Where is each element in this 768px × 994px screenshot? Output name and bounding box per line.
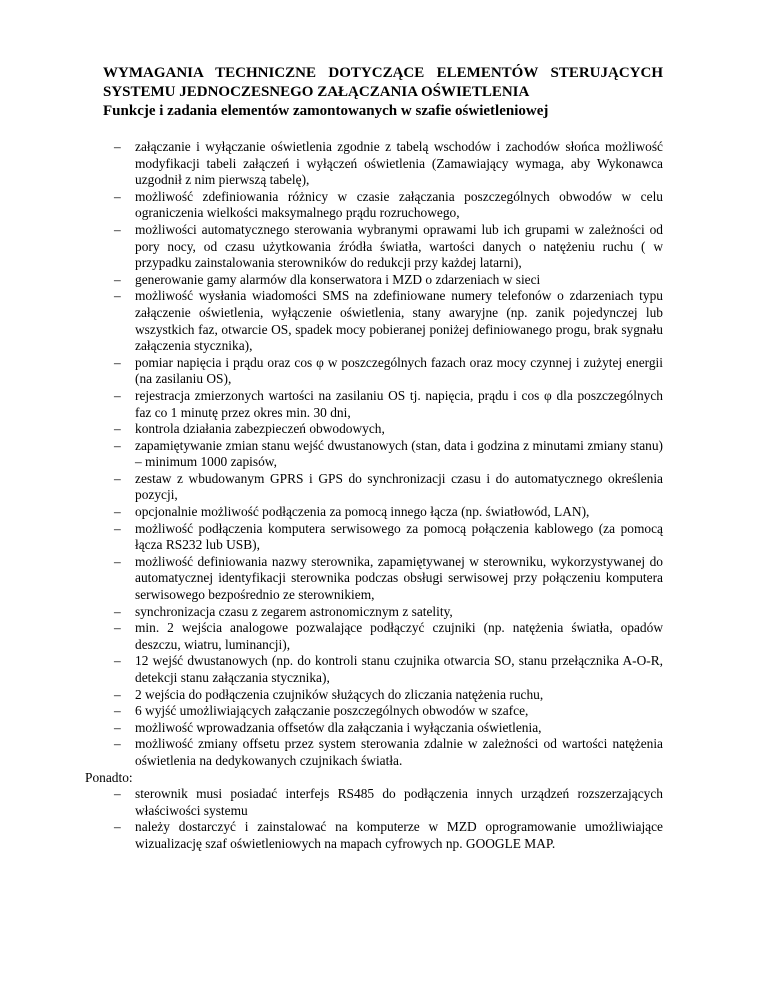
dash-bullet: – bbox=[114, 504, 121, 520]
dash-bullet: – bbox=[114, 288, 121, 304]
dash-bullet: – bbox=[114, 553, 121, 569]
list-item: – min. 2 wejścia analogowe pozwalające podłączyć czujniki (np. natężenia światła, opadów deszczu, wiatru, luminancji), bbox=[114, 620, 663, 652]
list-item: – zapamiętywanie zmian stanu wejść dwustanowych (stan, data i godzina z minutami zmiany stanu) – minimum 1000 zapisów, bbox=[114, 437, 663, 470]
additional-requirements-list bbox=[103, 786, 663, 852]
list-item: – możliwość zmiany offsetu przez system sterowania zdalnie w zależności od wartości natężenia oświetlenia na dedykowanych czujnikach światła. bbox=[114, 736, 663, 768]
list-item: – zestaw z wbudowanym GPRS i GPS do synchronizacji czasu i do automatycznego określenia pozycji, bbox=[114, 470, 663, 503]
dash-bullet: – bbox=[114, 703, 121, 719]
list-item: – 12 wejść dwustanowych (np. do kontroli stanu czujnika otwarcia SO, stanu przełącznika A-O-R, detekcji stanu załączania stycznika), bbox=[114, 653, 663, 685]
dash-bullet: – bbox=[114, 620, 121, 636]
dash-bullet: – bbox=[114, 470, 121, 486]
list-item: – możliwość wprowadzania offsetów dla załączania i wyłączania oświetlenia, bbox=[114, 719, 542, 735]
dash-bullet: – bbox=[114, 139, 121, 154]
dash-bullet: – bbox=[114, 520, 121, 536]
list-item: – możliwość zdefiniowania różnicy w czasie załączania poszczególnych obwodów w celu ograniczenia wielkości maksymalnego prądu rozruchowego, bbox=[114, 188, 663, 221]
list-item: – rejestracja zmierzonych wartości na zasilaniu OS tj. napięcia, prądu i cos φ dla poszczególnych faz co 1 minutę przez okres min. 30 dni, bbox=[114, 387, 663, 420]
dash-bullet: – bbox=[114, 786, 121, 802]
dash-bullet: – bbox=[114, 686, 121, 702]
dash-bullet: – bbox=[114, 653, 121, 669]
list-item: – możliwości automatycznego sterowania wybranymi oprawami lub ich grupami w zależności od pory nocy, od czasu użytkowania źródła światła, wartości danych o natężeniu ruchu ( w przypadku zainstalowania sterowników do redukcji przy każdej latarni), bbox=[114, 221, 663, 271]
list-item: – możliwość definiowania nazwy sterownika, zapamiętywanej w sterowniku, wykorzystywanej do automatycznej identyfikacji sterownika podczas obsługi serwisowej przy połączeniu komputera serwisowego bezpośrednio ze sterownikiem, bbox=[114, 553, 663, 603]
list-item: – 6 wyjść umożliwiających załączanie poszczególnych obwodów w szafce, bbox=[114, 703, 529, 719]
dash-bullet: – bbox=[114, 271, 121, 287]
list-item: – możliwość wysłania wiadomości SMS na zdefiniowane numery telefonów o zdarzeniach typu załączenie oświetlenia, wyłączenie oświetlenia, stany awaryjne (np. zanik pojedynczej lub wszystkich faz, otwarcie OS, spadek mocy pobieranej poniżej definiowanego progu, brak sygnału załączenia stycznika), bbox=[114, 288, 663, 354]
section-label-ponadto: Ponadto: bbox=[85, 769, 133, 785]
dash-bullet: – bbox=[114, 819, 121, 835]
dash-bullet: – bbox=[114, 354, 121, 370]
list-item: – opcjonalnie możliwość podłączenia za pomocą innego łącza (np. światłowód, LAN), bbox=[114, 504, 590, 520]
dash-bullet: – bbox=[114, 221, 121, 237]
dash-bullet: – bbox=[114, 736, 121, 752]
dash-bullet: – bbox=[114, 387, 121, 403]
dash-bullet: – bbox=[114, 437, 121, 453]
list-item: – kontrola działania zabezpieczeń obwodowych, bbox=[114, 421, 385, 437]
list-item: – należy dostarczyć i zainstalować na komputerze w MZD oprogramowanie umożliwiające wizualizację szaf oświetleniowych na mapach cyfrowych np. GOOGLE MAP. bbox=[114, 819, 663, 851]
list-item: – synchronizacja czasu z zegarem astronomicznym z satelity, bbox=[114, 603, 453, 619]
document-title: WYMAGANIA TECHNICZNE DOTYCZĄCE ELEMENTÓW STERUJĄCYCH SYSTEMU JEDNOCZESNEGO ZAŁĄCZANIA OŚWIETLENIA bbox=[103, 65, 663, 100]
document-page bbox=[85, 64, 663, 853]
list-item: – generowanie gamy alarmów dla konserwatora i MZD o zdarzeniach w sieci bbox=[114, 271, 541, 287]
list-item: – załączanie i wyłączanie oświetlenia zgodnie z tabelą wschodów i zachodów słońca możliwość modyfikacji tabeli załączeń i wyłączeń oświetlenia (Zamawiający wymaga, aby Wykonawca uzgodnił z nim pierwszą tabelę), bbox=[114, 139, 663, 188]
list-item: – możliwość podłączenia komputera serwisowego za pomocą połączenia kablowego (za pomocą łącza RS232 lub USB), bbox=[114, 520, 663, 553]
dash-bullet: – bbox=[114, 421, 121, 437]
list-item: – 2 wejścia do podłączenia czujników służących do zliczania natężenia ruchu, bbox=[114, 686, 544, 702]
requirements-list bbox=[103, 139, 663, 770]
dash-bullet: – bbox=[114, 719, 121, 735]
dash-bullet: – bbox=[114, 188, 121, 204]
dash-bullet: – bbox=[114, 603, 121, 619]
document-subtitle: Funkcje i zadania elementów zamontowanych w szafie oświetleniowej bbox=[103, 103, 549, 119]
list-item: – sterownik musi posiadać interfejs RS485 do podłączenia innych urządzeń rozszerzających właściwości systemu bbox=[114, 786, 663, 818]
list-item: – pomiar napięcia i prądu oraz cos φ w poszczególnych fazach oraz mocy czynnej i zużytej energii (na zasilaniu OS), bbox=[114, 354, 663, 387]
